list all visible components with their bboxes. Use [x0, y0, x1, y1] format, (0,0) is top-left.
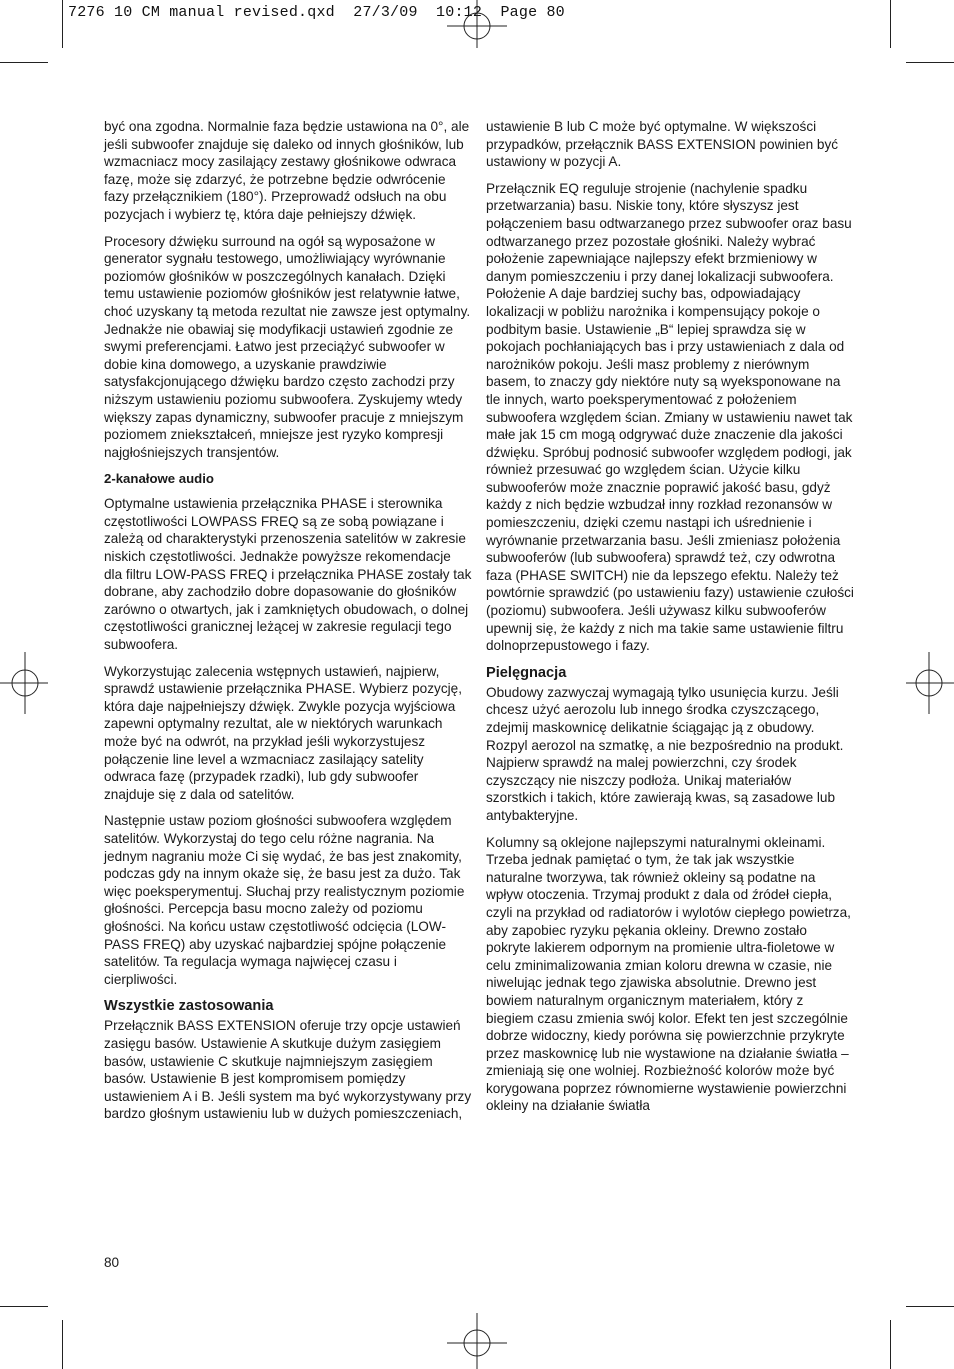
body-paragraph: Przełącznik EQ reguluje strojenie (nachylenie spadku przetwarzania) basu. Niskie tony, które słyszysz jest połączeniem basu odtwarzanego przez subwoofer oraz basu odtwarzanego przez pozostałe głośniki. Należy wybrać położenie zapewniające najlepszy efekt brzmieniowy w danym pomieszczeniu i przy danej lokalizacji subwoofera. Położenie A daje bardziej suchy bas, odpowiadający lokalizacji w pobliżu narożnika i kompensujący pokoje o podbitym basie. Ustawienie „B“ lepiej sprawdza się w pokojach pochłaniających bas i przy ustawieniach z dala od narożników pokoju. Jeśli masz problemy z nierównym basem, to znaczy gdy niektóre nuty są wyeksponowane na tle innych, warto poeksperymentować z położeniem subwoofera względem ścian. Zmiany w ustawieniu nawet tak małe jak 15 cm mogą odgrywać duże znaczenie dla jakości dźwięku. Spróbuj podnosić subwoofer względem podłogi, jak również przesuwać go względem ścian. Użycie kilku subwooferów może znacznie poprawić jakość basu, gdyż każdy z nich będzie wzbudzał inny rozkład rezonansów w pomieszczeniu, dzięki czemu nastąpi ich uśrednienie i wyrównanie przetwarzania basu. Jeśli zmieniasz położenia subwooferów (lub subwoofera) sprawdź też, czy odwrotna faza (PHASE SWITCH) nie da lepszego efektu. Należy też powtórnie sprawdzić (po ustawieniu fazy) ustawienie czułości (poziomu) subwoofera. Jeśli używasz kilku subwooferów upewnij się, że każdy z nich ma takie same ustawienie filtru dolnoprzepustowego i fazy.: [486, 180, 854, 654]
crop-mark: [0, 62, 48, 63]
crop-mark: [62, 1320, 63, 1369]
body-paragraph: Procesory dźwięku surround na ogół są wyposażone w generator sygnału testowego, umożliwiający wyrównanie poziomów głośników w poszczególnych kanałach. Dzięki temu ustawienie poziomów głośników jest relatywnie łatwe, choć uzyskany tą metoda rezultat nie zawsze jest optymalny. Jednakże nie obawiaj się modyfikacji ustawień zgodnie ze swymi preferencjami. Łatwo jest przeciążyć subwoofer w dobie kina domowego, a uzyskanie prawdziwie satysfakcjonującego dźwięku bardzo często zachodzi przy niższym ustawieniu poziomu subwoofera. Zyskujemy wtedy większy zapas dynamiczny, subwoofer pracuje z mniejszym poziomem zniekształceń, mniejsze jest ryzyko kompresji najgłośniejszych transjentów.: [104, 233, 471, 460]
body-paragraph: Następnie ustaw poziom głośności subwoofera względem satelitów. Wykorzystaj do tego celu różne nagrania. Na jednym nagraniu może Ci się wydać, że bas jest znakomity, podczas gdy na innym okaże się, że basu jest za dużo. Tak więc poeksperymentuj. Słuchaj przy realistycznym poziomie głośności. Percepcja basu mocno zależy od poziomu głośności. Na końcu ustaw częstotliwość odcięcia (LOW-PASS FREQ) aby uzyskać najbardziej spójne połączenie satelitów. Ta regulacja wymaga najwięcej czasu i cierpliwości.: [104, 813, 465, 987]
crop-mark: [62, 0, 63, 48]
registration-mark-bottom: [447, 1313, 507, 1369]
crop-mark: [906, 62, 954, 63]
left-column: [104, 118, 472, 1132]
registration-mark-left: [0, 652, 48, 714]
registration-mark-top: [447, 0, 507, 48]
body-paragraph: być ona zgodna. Normalnie faza będzie ustawiona na 0°, ale jeśli subwoofer znajduje się daleko od innych głośników, lub wzmacniacz mocy zasilający zestawy głośnikowe odwraca fazę, może się zdarzyć, że potrzebne będzie odwrócenie fazy przełącznikiem (180°). Przeprowadź odsłuch na obu pozycjach i wybierz tę, która daje pełniejszy dźwięk.: [104, 119, 470, 222]
printer-slug: 7276 10 CM manual revised.qxd 27/3/09 10:12 Page 80: [68, 4, 565, 21]
crop-mark: [890, 1320, 891, 1369]
page-number: 80: [104, 1255, 120, 1270]
subheading-2-channel-audio: 2-kanałowe audio: [104, 471, 214, 487]
heading-all-applications: Wszystkie zastosowania: [104, 998, 274, 1015]
body-paragraph: ustawienie B lub C może być optymalne. W większości przypadków, przełącznik BASS EXTENSION powinien być ustawiony w pozycji A.: [486, 119, 839, 170]
body-paragraph: Kolumny są oklejone najlepszymi naturalnymi okleinami. Trzeba jednak pamiętać o tym, że tak jak wszystkie naturalne tworzywa, tak również okleiny są podatne na wpływ otoczenia. Trzymaj produkt z dala od źródeł ciepła, czyli na przykład od radiatorów i wylotów ciepłego powietrza, aby zapobiec ryzyku pękania okleiny. Drewno zostało pokryte lakierem odpornym na promienie ultra-fioletowe w celu zminimalizowania zmian koloru drewna w czasie, nie niwelując jednak tego zjawiska absolutnie. Drewno jest bowiem naturalnym organicznym materiałem, który z biegiem czasu zmienia swój kolor. Efekt ten jest szczególnie dobrze widoczny, kiedy porówna się powierzchnie przykryte przez maskownicę lub nie wystawione na działanie światła – zmieniają się one wolniej. Rozbieżność kolorów może być korygowana poprzez równomierne wystawienie powierzchni okleiny na działanie światła: [486, 834, 851, 1114]
registration-mark-right: [906, 652, 954, 714]
right-column: [486, 118, 854, 1124]
crop-mark: [890, 0, 891, 48]
body-paragraph: Wykorzystując zalecenia wstępnych ustawień, najpierw, sprawdź ustawienie przełącznika PHASE. Wybierz pozycję, która daje najpełniejszy dźwięk. Zwykle pozycja wyjściowa zapewni optymalny rezultat, ale w niektórych warunkach może być na odwrót, na przykład jeśli wykorzystujesz połączenie line level a wzmacniacz zasilający satelity odwraca fazę (przypadek rzadki), lub gdy subwoofer znajduje się z dala od satelitów.: [104, 663, 462, 802]
body-paragraph: Przełącznik BASS EXTENSION oferuje trzy opcje ustawień zasięgu basów. Ustawienie A skutkuje dużym zasięgiem basów, ustawienie C skutkuje najmniejszym zasięgiem basów. Ustawienie B jest kompromisem pomiędzy ustawieniem A i B. Jeśli system ma być wykorzystywany przy bardzo głośnym ustawieniu lub w dużych pomieszczeniach,: [104, 1018, 472, 1122]
body-paragraph: Obudowy zazwyczaj wymagają tylko usunięcia kurzu. Jeśli chcesz użyć aerozolu lub innego środka czyszczącego, zdejmij maskownicę delikatnie ściągając ją z obudowy. Rozpyl aerozol na szmatkę, a nie bezpośrednio na produkt. Najpierw sprawdź na malej powierzchni, czy środek czyszczący nie niszczy podłoża. Unikaj materiałów szorstkich i takich, które zawierają kwas, są zasadowe lub antybakteryjne.: [486, 684, 844, 823]
crop-mark: [906, 1306, 954, 1307]
crop-mark: [0, 1306, 48, 1307]
heading-care: Pielęgnacja: [486, 664, 567, 681]
body-paragraph: Optymalne ustawienia przełącznika PHASE i sterownika częstotliwości LOWPASS FREQ są ze sobą powiązane i zależą od charakterystyki przenoszenia satelitów w zakresie niskich częstotliwości. Jednakże powyższe rekomendacje dla filtru LOW-PASS FREQ i przełącznika PHASE zostały tak dobrane, aby zachodziło dobre dopasowanie do głośników zarówno o otwartych, jak i zamkniętych obudowach, o dolnej częstotliwości granicznej leżącej w zakresie regulacji tego subwoofera.: [104, 496, 472, 653]
